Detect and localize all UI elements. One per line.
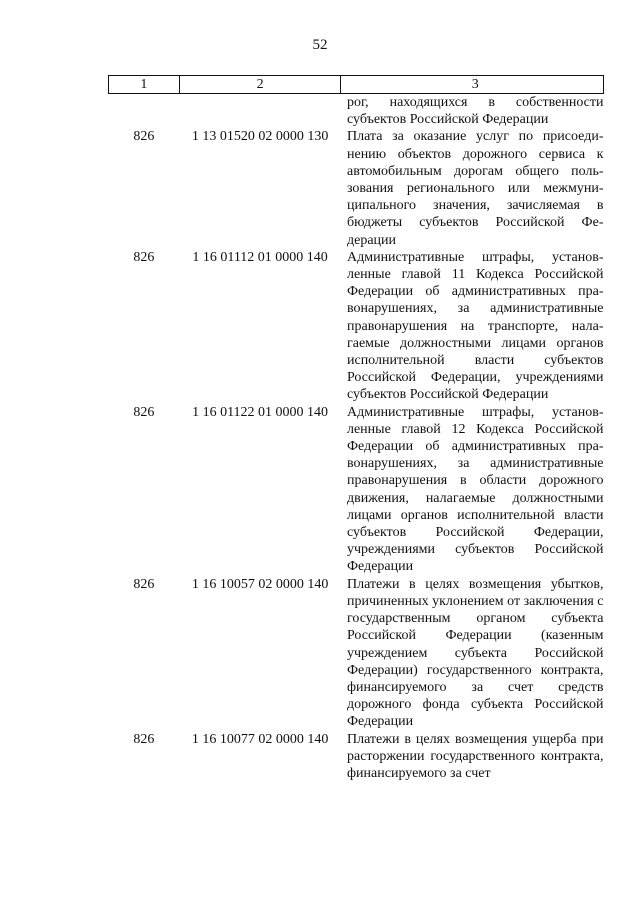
header-col-1: 1 [109, 76, 180, 94]
table-row [109, 731, 604, 783]
header-col-3: 3 [341, 76, 604, 94]
budget-code: 1 13 01520 02 0000 130 [191, 129, 329, 145]
table-row [109, 404, 604, 576]
page-number: 52 [312, 37, 328, 53]
budget-codes-table [108, 75, 604, 782]
income-description: Платежи в целях возмещения ущерба при расторжении государственного контракта, финансируемого за счет [346, 731, 604, 781]
admin-code: 826 [133, 404, 155, 420]
admin-code: 826 [133, 129, 155, 145]
income-description: Плата за оказание услуг по присоединению объектов дорожного сервиса к автомобильным дорогам общего пользования регионального или межмуниципального значения, зачисляемая в бюджеты субъектов Российской Федерации [346, 129, 604, 248]
income-description: Платежи в целях возмещения убытков, причиненных уклонением от заключения с государственным органом субъекта Российской Федерации (казенным учреждением субъекта Российской Федерации) государственного контракта, финансируемого за счет средств дорожного фонда субъекта Российской Федерации [346, 576, 604, 730]
table-header-row [109, 76, 604, 94]
income-description: Административные штрафы, установленные главой 12 Кодекса Российской Федерации об административных правонарушениях, за административные правонарушения в области дорожного движения, налагаемые должностными лицами органов исполнительной власти субъектов Российской Федерации, учреждениями субъектов Российской Федерации [346, 404, 604, 575]
budget-code: 1 16 10077 02 0000 140 [191, 731, 329, 747]
income-description: Административные штрафы, установленные главой 11 Кодекса Российской Федерации об административных правонарушениях, за административные правонарушения на транспорте, налагаемые должностными лицами органов исполнительной власти субъектов Российской Федерации, учреждениями субъектов Российской Федерации [346, 249, 604, 403]
admin-code: 826 [133, 249, 155, 265]
continuation-row [109, 94, 604, 129]
table-row [109, 249, 604, 404]
budget-code: 1 16 01122 01 0000 140 [192, 404, 329, 420]
admin-code: 826 [133, 576, 155, 592]
header-col-2: 2 [179, 76, 341, 94]
table-row [109, 128, 604, 248]
admin-code: 826 [133, 731, 155, 747]
budget-code: 1 16 10057 02 0000 140 [191, 576, 329, 592]
budget-code: 1 16 01112 01 0000 140 [192, 249, 328, 265]
continuation-text: рог, находящихся в собственности субъектов Российской Федерации [346, 95, 604, 128]
table-row [109, 576, 604, 731]
